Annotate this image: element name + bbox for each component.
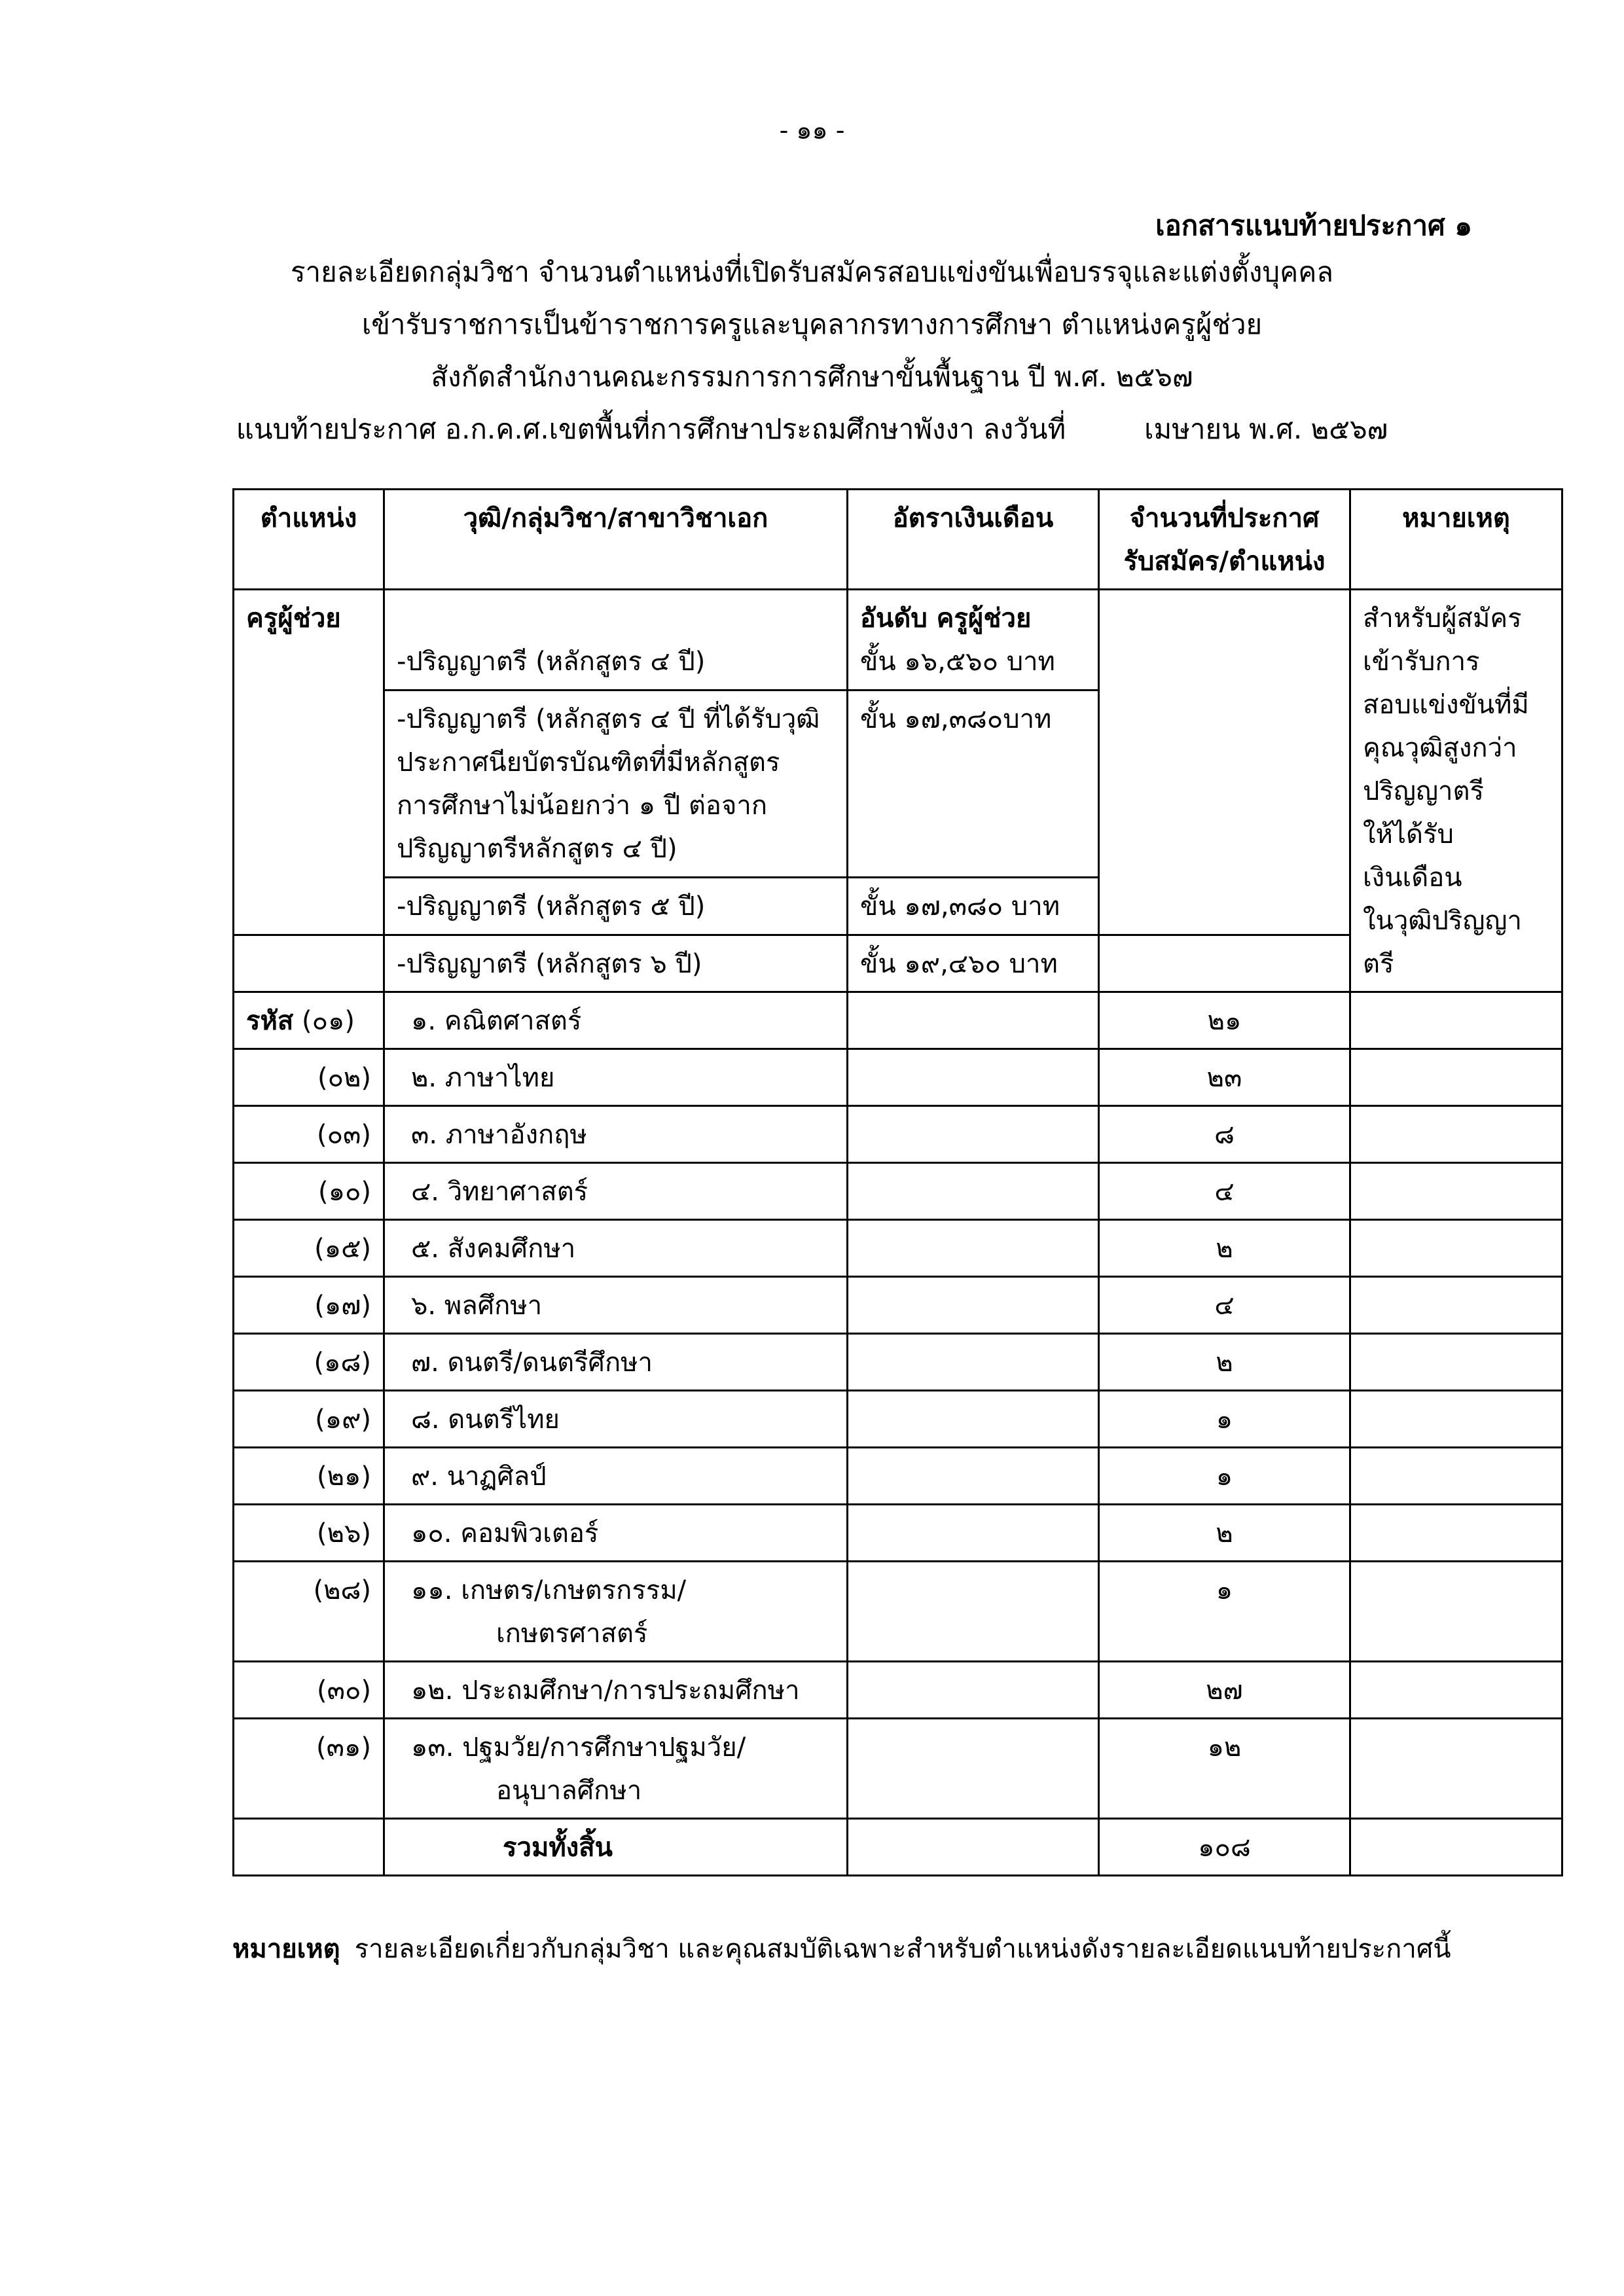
subject-code: (๑๕) (234, 1220, 384, 1277)
position-cell-continued (234, 935, 384, 992)
remark-empty (1350, 1106, 1562, 1163)
subject-code: (๑๗) (234, 1277, 384, 1334)
remark-cell (1350, 590, 1562, 992)
degree-1-salary: ขั้น ๑๗,๓๘๐บาท (848, 690, 1099, 877)
remark-empty (1350, 1277, 1562, 1334)
degree-2-salary: ขั้น ๑๗,๓๘๐ บาท (848, 878, 1099, 935)
subject-code: (๒๘) (234, 1562, 384, 1662)
header-count-line-2: รับสมัคร/ตำแหน่ง (1123, 547, 1326, 577)
subject-name: ๕. สังคมศึกษา (384, 1220, 848, 1277)
table-row (234, 1106, 1562, 1163)
code-prefix: รหัส (246, 1006, 294, 1036)
degree-0-salary: ขั้น ๑๖,๕๖๐ บาท (860, 647, 1055, 677)
salary-empty (848, 1819, 1099, 1876)
remark-empty (1350, 1163, 1562, 1220)
salary-empty (848, 1662, 1099, 1719)
remark-line: ในวุฒิปริญญาตรี (1363, 906, 1522, 979)
salary-empty (848, 992, 1099, 1049)
total-empty (234, 1819, 384, 1876)
subject-name: ๘. ดนตรีไทย (384, 1391, 848, 1448)
subject-count: ๑ (1099, 1448, 1350, 1505)
remark-empty (1350, 1562, 1562, 1662)
subject-count: ๘ (1099, 1106, 1350, 1163)
table-row (234, 1049, 1562, 1106)
heading-line-4 (0, 403, 1624, 456)
subject-count: ๒ (1099, 1220, 1350, 1277)
subject-code: (๒๖) (234, 1505, 384, 1562)
salary-empty (848, 1220, 1099, 1277)
total-label: รวมทั้งสิ้น (384, 1819, 848, 1876)
subject-name: ๑๒. ประถมศึกษา/การประถมศึกษา (384, 1662, 848, 1719)
table-row (234, 992, 1562, 1049)
subject-code: (๐๓) (234, 1106, 384, 1163)
subject-count: ๒ (1099, 1334, 1350, 1391)
salary-empty (848, 1277, 1099, 1334)
subject-code: (๐๑) (301, 1006, 355, 1036)
subject-code: (๑๐) (234, 1163, 384, 1220)
annex-title: เอกสารแนบท้ายประกาศ ๑ (1155, 209, 1472, 242)
remark-line: คุณวุฒิสูงกว่า (1363, 733, 1517, 763)
degree-row (234, 590, 1562, 691)
table-row (234, 1719, 1562, 1819)
salary-empty (848, 1562, 1099, 1662)
remark-line: ให้ได้รับ (1363, 819, 1454, 850)
remark-line: สอบแข่งขันที่มี (1363, 690, 1529, 720)
header-salary: อัตราเงินเดือน (848, 490, 1099, 590)
table-row (234, 1220, 1562, 1277)
degree-text (384, 690, 848, 877)
remark-line: เงินเดือน (1363, 863, 1462, 893)
table-row (234, 1505, 1562, 1562)
remark-empty (1350, 1049, 1562, 1106)
subject-name-line-1: ๑๓. ปฐมวัย/การศึกษาปฐมวัย/ (411, 1732, 746, 1763)
remark-empty (1350, 1334, 1562, 1391)
remark-empty (1350, 1719, 1562, 1819)
subject-name (384, 1562, 848, 1662)
table-row (234, 1334, 1562, 1391)
subject-name-line-2: เกษตรศาสตร์ (496, 1619, 648, 1649)
salary-empty (848, 1505, 1099, 1562)
header-count-line-1: จำนวนที่ประกาศ (1129, 503, 1320, 533)
subject-count: ๑ (1099, 1391, 1350, 1448)
page-number: - ๑๑ - (779, 116, 845, 145)
heading-line-4-a: แนบท้ายประกาศ อ.ก.ค.ศ.เขตพื้นที่การศึกษาประถมศึกษาพังงา ลงวันที่ (236, 413, 1066, 445)
subject-name: ๑. คณิตศาสตร์ (384, 992, 848, 1049)
table-row (234, 1662, 1562, 1719)
position-cell: ครูผู้ช่วย (234, 590, 384, 935)
heading-line-1: รายละเอียดกลุ่มวิชา จำนวนตำแหน่งที่เปิดรับสมัครสอบแข่งขันเพื่อบรรจุและแต่งตั้งบุคคล (290, 256, 1334, 288)
subject-code: (๓๐) (234, 1662, 384, 1719)
remark-empty (1350, 992, 1562, 1049)
total-row (234, 1819, 1562, 1876)
subject-count: ๒๑ (1099, 992, 1350, 1049)
code-cell (234, 992, 384, 1049)
subject-name-line-1: ๑๑. เกษตร/เกษตรกรรม/ (411, 1575, 687, 1605)
degree-2-text: -ปริญญาตรี (หลักสูตร ๕ ปี) (384, 878, 848, 935)
remark-empty (1350, 1391, 1562, 1448)
subject-count: ๑ (1099, 1562, 1350, 1662)
degree-1-line: -ปริญญาตรี (หลักสูตร ๔ ปี ที่ได้รับวุฒิ (397, 704, 820, 734)
footnote (232, 1928, 1451, 1969)
table-row (234, 1448, 1562, 1505)
subject-name (384, 1719, 848, 1819)
count-cell-empty (1099, 935, 1350, 992)
salary-cell (848, 590, 1099, 691)
heading-line-3: สังกัดสำนักงานคณะกรรมการการศึกษาขั้นพื้นฐาน ปี พ.ศ. ๒๕๖๗ (431, 361, 1193, 393)
subject-count: ๔ (1099, 1277, 1350, 1334)
subject-count: ๒๗ (1099, 1662, 1350, 1719)
header-position: ตำแหน่ง (234, 490, 384, 590)
subject-code: (๐๒) (234, 1049, 384, 1106)
salary-empty (848, 1719, 1099, 1819)
subject-count: ๔ (1099, 1163, 1350, 1220)
table-row (234, 1562, 1562, 1662)
subject-code: (๑๙) (234, 1391, 384, 1448)
degree-1-line: การศึกษาไม่น้อยกว่า ๑ ปี ต่อจาก (397, 790, 768, 821)
table-row (234, 1391, 1562, 1448)
subject-name: ๑๐. คอมพิวเตอร์ (384, 1505, 848, 1562)
degree-1-line: ปริญญาตรีหลักสูตร ๔ ปี) (397, 833, 677, 864)
salary-empty (848, 1391, 1099, 1448)
subject-name-line-2: อนุบาลศึกษา (496, 1776, 642, 1806)
remark-empty (1350, 1220, 1562, 1277)
subject-name: ๔. วิทยาศาสตร์ (384, 1163, 848, 1220)
count-cell-empty (1099, 590, 1350, 935)
salary-empty (848, 1106, 1099, 1163)
header-remark: หมายเหตุ (1350, 490, 1562, 590)
header-count (1099, 490, 1350, 590)
subject-name: ๗. ดนตรี/ดนตรีศึกษา (384, 1334, 848, 1391)
remark-line: สำหรับผู้สมัคร (1363, 603, 1522, 634)
total-count: ๑๐๘ (1099, 1819, 1350, 1876)
salary-empty (848, 1049, 1099, 1106)
salary-empty (848, 1334, 1099, 1391)
table-header-row (234, 490, 1562, 590)
degree-text (384, 590, 848, 691)
degree-0-text: -ปริญญาตรี (หลักสูตร ๔ ปี) (397, 647, 706, 677)
subject-name: ๓. ภาษาอังกฤษ (384, 1106, 848, 1163)
remark-empty (1350, 1819, 1562, 1876)
heading-line-2: เข้ารับราชการเป็นข้าราชการครูและบุคลากรทางการศึกษา ตำแหน่งครูผู้ช่วย (361, 308, 1263, 340)
subject-code: (๓๑) (234, 1719, 384, 1819)
note-text: รายละเอียดเกี่ยวกับกลุ่มวิชา และคุณสมบัติเฉพาะสำหรับตำแหน่งดังรายละเอียดแนบท้ายประกาศนี้ (354, 1934, 1451, 1964)
remark-empty (1350, 1662, 1562, 1719)
degree-1-line: ประกาศนียบัตรบัณฑิตที่มีหลักสูตร (397, 747, 780, 778)
rank-label: อันดับ ครูผู้ช่วย (860, 603, 1032, 634)
remark-empty (1350, 1448, 1562, 1505)
subject-name: ๖. พลศึกษา (384, 1277, 848, 1334)
remark-line: ปริญญาตรี (1363, 776, 1484, 806)
subject-count: ๒๓ (1099, 1049, 1350, 1106)
note-label: หมายเหตุ (232, 1934, 340, 1964)
degree-3-salary: ขั้น ๑๙,๔๖๐ บาท (848, 935, 1099, 992)
degree-3-text: -ปริญญาตรี (หลักสูตร ๖ ปี) (384, 935, 848, 992)
subject-name: ๙. นาฏศิลป์ (384, 1448, 848, 1505)
subject-name: ๒. ภาษาไทย (384, 1049, 848, 1106)
header-qualification: วุฒิ/กลุ่มวิชา/สาขาวิชาเอก (384, 490, 848, 590)
positions-table (232, 488, 1563, 1876)
remark-line: เข้ารับการ (1363, 647, 1480, 677)
heading-line-4-b: เมษายน พ.ศ. ๒๕๖๗ (1144, 413, 1388, 445)
subject-count: ๒ (1099, 1505, 1350, 1562)
table-row (234, 1277, 1562, 1334)
subject-code: (๑๘) (234, 1334, 384, 1391)
subject-code: (๒๑) (234, 1448, 384, 1505)
subject-count: ๑๒ (1099, 1719, 1350, 1819)
table-row (234, 1163, 1562, 1220)
salary-empty (848, 1448, 1099, 1505)
remark-empty (1350, 1505, 1562, 1562)
salary-empty (848, 1163, 1099, 1220)
